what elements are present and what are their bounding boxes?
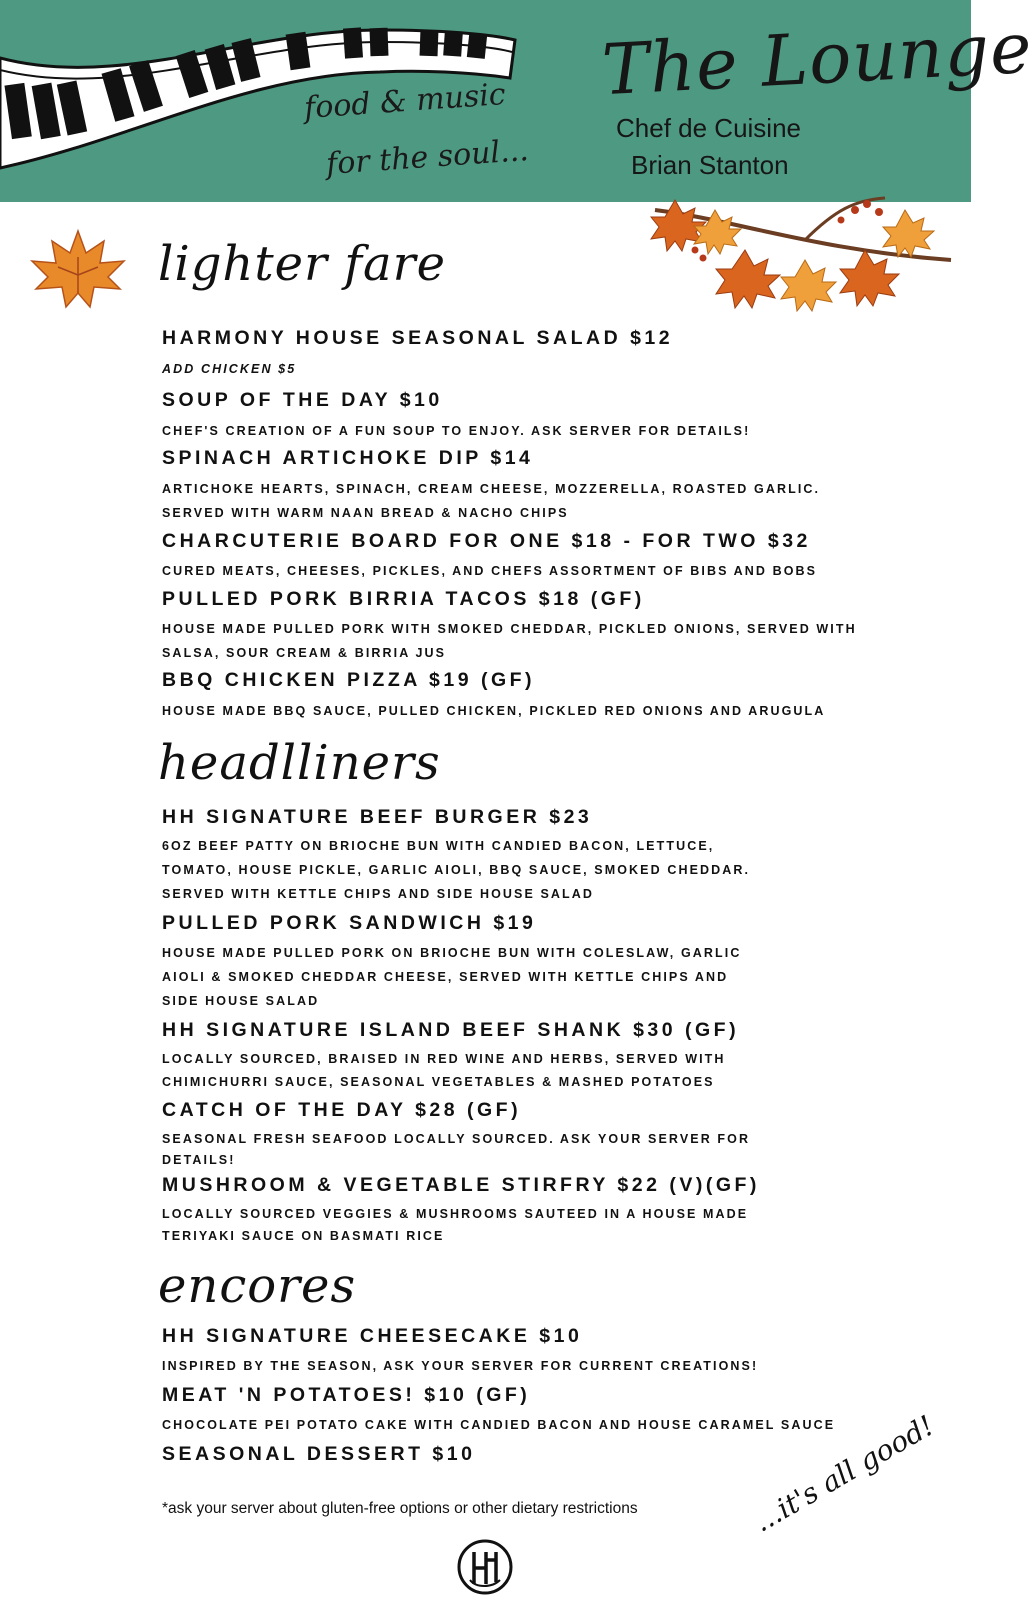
tagline-line-2: for the soul... xyxy=(325,132,530,183)
closing-tagline: ...it's all good! xyxy=(748,1408,940,1539)
menu-item-desc: INSPIRED BY THE SEASON, ASK YOUR SERVER FOR CURRENT CREATIONS! xyxy=(162,1359,759,1373)
menu-item-desc: ADD CHICKEN $5 xyxy=(162,362,297,376)
venue-name: The Lounge xyxy=(600,6,1034,112)
menu-item-desc: 6OZ BEEF PATTY ON BRIOCHE BUN WITH CANDIED BACON, LETTUCE, xyxy=(162,839,715,853)
hh-monogram-logo xyxy=(456,1538,514,1596)
menu-item-desc: HOUSE MADE PULLED PORK ON BRIOCHE BUN WITH COLESLAW, GARLIC xyxy=(162,946,742,960)
menu-item-desc: DETAILS! xyxy=(162,1153,236,1167)
tagline-line-1: food & music xyxy=(303,77,507,126)
menu-item-desc: TERIYAKI SAUCE ON BASMATI RICE xyxy=(162,1229,445,1243)
menu-item-desc: SEASONAL FRESH SEAFOOD LOCALLY SOURCED. ASK YOUR SERVER FOR xyxy=(162,1132,751,1146)
dietary-note: *ask your server about gluten-free options or other dietary restrictions xyxy=(162,1500,638,1517)
menu-item-desc: CURED MEATS, CHEESES, PICKLES, AND CHEFS ASSORTMENT OF BIBS AND BOBS xyxy=(162,564,818,578)
menu-header xyxy=(0,0,1034,202)
menu-item-name: SEASONAL DESSERT $10 xyxy=(162,1443,476,1465)
section-title-headliners: headlliners xyxy=(158,735,441,791)
menu-item-desc: SERVED WITH WARM NAAN BREAD & NACHO CHIPS xyxy=(162,506,569,520)
chef-title: Chef de Cuisine xyxy=(616,113,801,143)
menu-item-desc: SERVED WITH KETTLE CHIPS AND SIDE HOUSE SALAD xyxy=(162,887,595,901)
menu-item-name: CATCH OF THE DAY $28 (GF) xyxy=(162,1099,522,1121)
menu-item-desc: SIDE HOUSE SALAD xyxy=(162,994,320,1008)
section-title-lighter-fare: lighter fare xyxy=(158,236,446,292)
chef-name: Brian Stanton xyxy=(631,150,789,180)
menu-item-name: PULLED PORK BIRRIA TACOS $18 (GF) xyxy=(162,588,645,610)
menu-item-desc: LOCALLY SOURCED, BRAISED IN RED WINE AND HERBS, SERVED WITH xyxy=(162,1052,726,1066)
menu-item-desc: ARTICHOKE HEARTS, SPINACH, CREAM CHEESE, MOZZERELLA, ROASTED GARLIC. xyxy=(162,482,821,496)
menu-item-name: PULLED PORK SANDWICH $19 xyxy=(162,912,537,934)
maple-leaf-icon xyxy=(28,227,128,317)
menu-item-name: SOUP OF THE DAY $10 xyxy=(162,389,443,411)
menu-item-desc: CHOCOLATE PEI POTATO CAKE WITH CANDIED BACON AND HOUSE CARAMEL SAUCE xyxy=(162,1418,836,1432)
autumn-branch-icon xyxy=(655,190,955,340)
menu-item-desc: HOUSE MADE BBQ SAUCE, PULLED CHICKEN, PICKLED RED ONIONS AND ARUGULA xyxy=(162,704,826,718)
menu-item-desc: HOUSE MADE PULLED PORK WITH SMOKED CHEDDAR, PICKLED ONIONS, SERVED WITH xyxy=(162,622,857,636)
menu-item-name: SPINACH ARTICHOKE DIP $14 xyxy=(162,447,534,469)
menu-item-desc: AIOLI & SMOKED CHEDDAR CHEESE, SERVED WITH KETTLE CHIPS AND xyxy=(162,970,729,984)
section-title-encores: encores xyxy=(158,1258,357,1314)
menu-item-name: CHARCUTERIE BOARD FOR ONE $18 - FOR TWO $32 xyxy=(162,530,811,552)
menu-item-name: HH SIGNATURE CHEESECAKE $10 xyxy=(162,1325,583,1347)
menu-item-desc: LOCALLY SOURCED VEGGIES & MUSHROOMS SAUTEED IN A HOUSE MADE xyxy=(162,1207,749,1221)
menu-item-name: HH SIGNATURE BEEF BURGER $23 xyxy=(162,806,593,828)
menu-item-name: MUSHROOM & VEGETABLE STIRFRY $22 (V)(GF) xyxy=(162,1174,760,1196)
menu-item-desc: SALSA, SOUR CREAM & BIRRIA JUS xyxy=(162,646,447,660)
menu-item-desc: CHIMICHURRI SAUCE, SEASONAL VEGETABLES & MASHED POTATOES xyxy=(162,1075,715,1089)
menu-item-desc: CHEF'S CREATION OF A FUN SOUP TO ENJOY. ASK SERVER FOR DETAILS! xyxy=(162,424,751,438)
menu-item-name: MEAT 'N POTATOES! $10 (GF) xyxy=(162,1384,531,1406)
menu-item-name: HARMONY HOUSE SEASONAL SALAD $12 xyxy=(162,327,674,349)
menu-item-name: HH SIGNATURE ISLAND BEEF SHANK $30 (GF) xyxy=(162,1019,740,1041)
menu-item-desc: TOMATO, HOUSE PICKLE, GARLIC AIOLI, BBQ SAUCE, SMOKED CHEDDAR. xyxy=(162,863,751,877)
menu-item-name: BBQ CHICKEN PIZZA $19 (GF) xyxy=(162,669,536,691)
